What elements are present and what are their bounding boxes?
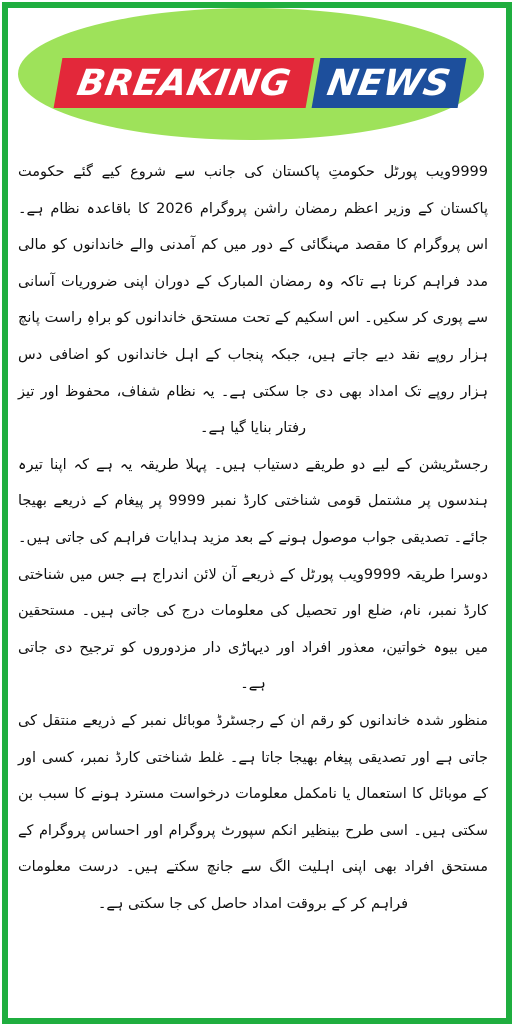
article-paragraph: رجسٹریشن کے لیے دو طریقے دستیاب ہیں۔ پہلا طریقہ یہ ہے کہ اپنا تیرہ ہندسوں پر مشتمل قومی شناختی کارڈ نمبر 9999 پر پیغام کے ذریعے بھیجا جائے۔ تصدیقی جواب موصول ہونے کے بعد مزید ہدایات فراہم کی جاتی ہیں۔ دوسرا طریقہ 9999ویب پورٹل کے ذریعے آن لائن اندراج ہے جس میں شناختی کارڈ نمبر، نام، ضلع اور تحصیل کی معلومات درج کی جاتی ہیں۔ مستحقین میں بیوہ خواتین، معذور افراد اور دیہاڑی دار مزدوروں کو ترجیح دی جاتی ہے۔ (18, 456, 489, 693)
article-paragraph: منظور شدہ خاندانوں کو رقم ان کے رجسٹرڈ موبائل نمبر کے ذریعے منتقل کی جاتی ہے اور تصدیقی پیغام بھیجا جاتا ہے۔ غلط شناختی کارڈ نمبر، کسی اور کے موبائل کا استعمال یا نامکمل معلومات درخواست مسترد ہونے کا سبب بن سکتی ہیں۔ اسی طرح بینظیر انکم سپورٹ پروگرام اور احساس پروگرام کے مستحق افراد بھی اپنی اہلیت الگ سے جانچ سکتے ہیں۔ درست معلومات فراہم کر کے بروقت امداد حاصل کی جا سکتی ہے۔ (18, 712, 488, 912)
breaking-label: BREAKING (54, 58, 315, 108)
article-paragraph: 9999ویب پورٹل حکومتِ پاکستان کی جانب سے شروع کیے گئے حکومت پاکستان کے وزیر اعظم رمضان راشن پروگرام 2026 کا باقاعدہ نظام ہے۔ اس پروگرام کا مقصد مہنگائی کے دور میں کم آمدنی والے خاندانوں کو مالی مدد فراہم کرنا ہے تاکہ وہ رمضان المبارک کے دوران اپنی ضروریات آسانی سے پوری کر سکیں۔ اس اسکیم کے تحت مستحق خاندانوں کو براہِ راست پانچ ہزار روپے نقد دیے جاتے ہیں، جبکہ پنجاب کے اہل خاندانوں کو اضافی دس ہزار روپے تک امداد بھی دی جا سکتی ہے۔ یہ نظام شفاف، محفوظ اور تیز رفتار بنایا گیا ہے۔ (18, 164, 488, 437)
article-body (18, 154, 488, 1006)
news-label: NEWS (312, 58, 467, 108)
